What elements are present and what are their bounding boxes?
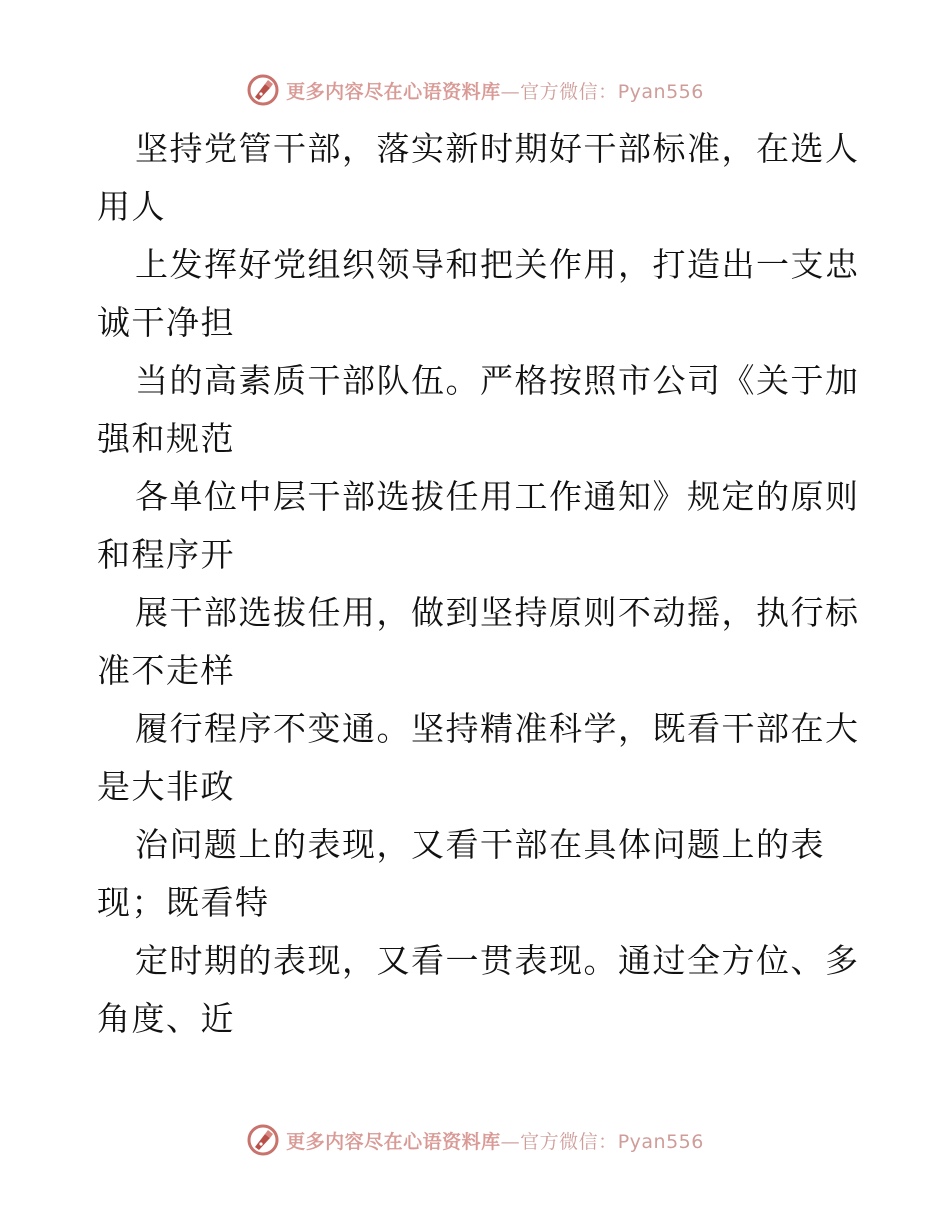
banner-text bbox=[286, 77, 704, 104]
paragraph-line: 诚干净担 bbox=[97, 303, 235, 342]
paragraph bbox=[97, 584, 860, 700]
paragraph-line: 各单位中层干部选拔任用工作通知》规定的原则 bbox=[135, 477, 860, 516]
paragraph bbox=[97, 468, 860, 584]
banner-wechat-id: Pyan556 bbox=[617, 1130, 704, 1153]
paragraph-line: 准不走样 bbox=[97, 651, 235, 690]
banner-wechat-label: 官方微信： bbox=[520, 1130, 618, 1153]
banner-dash: — bbox=[500, 80, 521, 103]
paragraph-line: 角度、近 bbox=[97, 999, 235, 1038]
paragraph-line: 强和规范 bbox=[97, 419, 235, 458]
banner-wechat-id: Pyan556 bbox=[617, 80, 704, 103]
document-body bbox=[97, 120, 860, 1048]
pen-nib-logo-icon bbox=[246, 1123, 280, 1157]
pen-nib-logo-icon bbox=[246, 73, 280, 107]
paragraph bbox=[97, 352, 860, 468]
paragraph-line: 是大非政 bbox=[97, 767, 235, 806]
paragraph-line: 和程序开 bbox=[97, 535, 235, 574]
paragraph-line: 坚持党管干部，落实新时期好干部标准，在选人 bbox=[135, 129, 860, 168]
banner-text bbox=[286, 1127, 704, 1154]
header-banner bbox=[0, 68, 950, 112]
banner-site-text: 更多内容尽在心语资料库 bbox=[286, 80, 501, 103]
paragraph bbox=[97, 700, 860, 816]
paragraph-line: 治问题上的表现，又看干部在具体问题上的表 bbox=[135, 825, 825, 864]
banner-dash: — bbox=[500, 1130, 521, 1153]
footer-banner bbox=[0, 1118, 950, 1162]
banner-wechat-label: 官方微信： bbox=[520, 80, 618, 103]
paragraph bbox=[97, 120, 860, 236]
paragraph-line: 用人 bbox=[97, 187, 166, 226]
paragraph bbox=[97, 932, 860, 1048]
paragraph bbox=[97, 816, 857, 932]
paragraph-line: 展干部选拔任用，做到坚持原则不动摇，执行标 bbox=[135, 593, 860, 632]
paragraph-line: 当的高素质干部队伍。严格按照市公司《关于加 bbox=[135, 361, 860, 400]
paragraph-line: 现；既看特 bbox=[97, 883, 270, 922]
paragraph bbox=[97, 236, 860, 352]
banner-site-text: 更多内容尽在心语资料库 bbox=[286, 1130, 501, 1153]
paragraph-line: 履行程序不变通。坚持精准科学，既看干部在大 bbox=[135, 709, 860, 748]
paragraph-line: 上发挥好党组织领导和把关作用，打造出一支忠 bbox=[135, 245, 860, 284]
paragraph-line: 定时期的表现，又看一贯表现。通过全方位、多 bbox=[135, 941, 860, 980]
